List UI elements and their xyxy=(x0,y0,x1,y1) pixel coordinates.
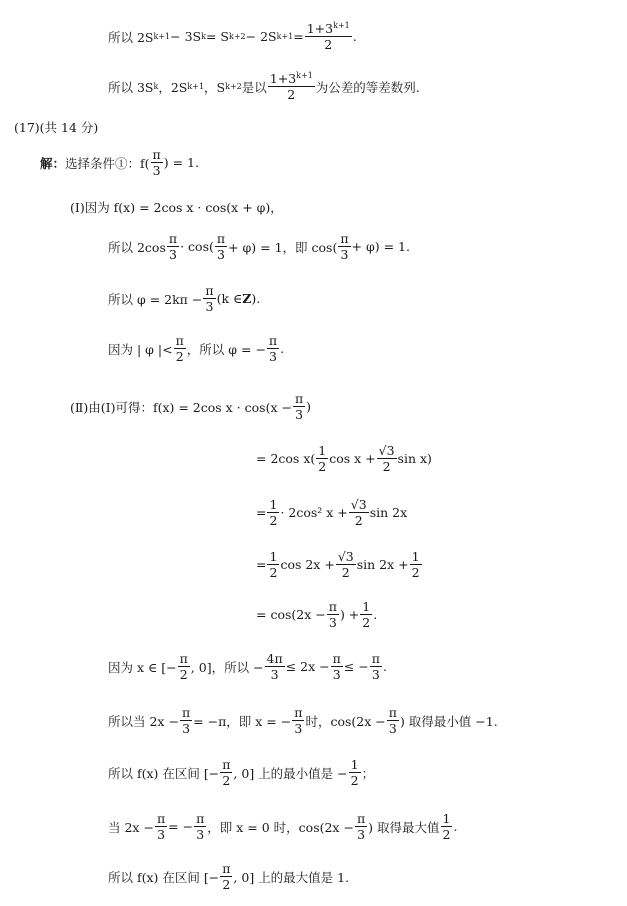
denominator: 3 xyxy=(182,721,191,737)
numerator: 1 xyxy=(318,443,327,458)
line-11 xyxy=(256,498,407,527)
text: 因为 | φ |< xyxy=(108,341,173,357)
text: ) = 1. xyxy=(163,155,199,171)
line-15 xyxy=(108,706,498,735)
fraction xyxy=(331,652,343,681)
fraction xyxy=(316,444,328,473)
line-13 xyxy=(256,600,377,629)
numerator: π xyxy=(294,705,303,720)
denominator: 3 xyxy=(157,827,166,843)
denominator: 3 xyxy=(332,667,341,683)
numerator: π xyxy=(181,705,191,720)
denominator: 3 xyxy=(216,247,225,263)
solution-label: 解： xyxy=(40,155,66,171)
line-16 xyxy=(108,758,374,787)
text: 所以 3S xyxy=(108,79,154,95)
fraction xyxy=(410,550,422,579)
text: 所以当 2x − xyxy=(108,713,179,729)
denominator: 3 xyxy=(152,163,161,179)
numerator: π xyxy=(175,333,184,348)
line-9 xyxy=(70,392,311,421)
numerator: 1 xyxy=(411,549,420,564)
fraction xyxy=(360,600,372,629)
numerator: 1 xyxy=(362,599,371,614)
text: = xyxy=(256,505,267,521)
denominator: 2 xyxy=(222,877,231,893)
fraction xyxy=(267,498,279,527)
text: ，即 x = 0 时，cos(2x − xyxy=(207,819,354,835)
fraction xyxy=(267,334,279,363)
denominator: 2 xyxy=(175,349,184,365)
numerator: 4π xyxy=(266,651,283,666)
fraction xyxy=(441,812,453,841)
line-1: 所以 2S k+1 − 3S k = S k+2 − 2S k+1 = $\frac{1+3^{k+1}}{2}$ . xyxy=(108,20,357,53)
line-4 xyxy=(40,148,199,177)
numerator: π xyxy=(196,811,205,826)
text: 当 2x − xyxy=(108,819,154,835)
text: (Ⅱ)由(Ⅰ)可得：f(x) = 2cos x · cos(x − xyxy=(70,399,292,415)
numerator: π xyxy=(388,705,397,720)
fraction xyxy=(151,148,163,177)
text: = xyxy=(256,557,267,573)
denominator: 3 xyxy=(388,721,397,737)
text: 为公差的等差数列. xyxy=(315,79,420,95)
line-6 xyxy=(108,232,410,261)
text: + φ) = 1，即 cos( xyxy=(228,239,338,255)
numerator: π xyxy=(216,231,226,246)
numerator: π xyxy=(356,811,366,826)
text: cos 2x + xyxy=(280,557,335,573)
denominator: 3 xyxy=(340,247,349,263)
text: 所以 2S xyxy=(108,29,154,45)
numerator: π xyxy=(168,231,178,246)
fraction xyxy=(174,334,186,363)
denominator: 3 xyxy=(196,827,205,843)
denominator: 3 xyxy=(371,667,380,683)
fraction xyxy=(265,652,285,681)
fraction xyxy=(349,498,369,527)
text: ) + xyxy=(339,607,360,623)
denominator: 2 xyxy=(354,513,363,529)
numerator: 1+3 xyxy=(269,71,297,86)
denominator: 2 xyxy=(362,615,371,631)
text: + φ) = 1. xyxy=(351,239,410,255)
text: 所以 f(x) 在区间 [− xyxy=(108,765,220,781)
text: 所以 φ = 2kπ − xyxy=(108,291,203,307)
numerator: √3 xyxy=(350,497,367,512)
line-17 xyxy=(108,812,457,841)
numerator: π xyxy=(328,599,337,614)
denominator: 2 xyxy=(222,773,231,789)
text: ) xyxy=(306,399,312,415)
fraction xyxy=(336,550,356,579)
fraction xyxy=(268,72,315,101)
numerator: π xyxy=(205,283,214,298)
line-12 xyxy=(256,550,423,579)
text: , 0] 上的最大值是 1. xyxy=(233,869,350,885)
text: 时，cos(2x − xyxy=(305,713,386,729)
text: . xyxy=(382,659,387,675)
denominator: 3 xyxy=(269,349,277,365)
numerator: π xyxy=(371,651,380,666)
text: = S xyxy=(205,29,229,45)
fraction xyxy=(178,652,190,681)
text: 是以 xyxy=(241,79,267,95)
line-8 xyxy=(108,334,284,363)
fraction xyxy=(387,706,399,735)
text: − 3S xyxy=(170,29,202,45)
line-5 xyxy=(70,198,283,216)
text: · 2cos² x + xyxy=(280,505,348,521)
numerator: π xyxy=(332,651,341,666)
text: − 2S xyxy=(245,29,277,45)
fraction xyxy=(327,600,339,629)
fraction xyxy=(370,652,382,681)
text: cos x + xyxy=(329,451,376,467)
text: sin 2x xyxy=(369,505,408,521)
numerator: π xyxy=(222,861,231,876)
numerator: π xyxy=(179,651,188,666)
text: ； xyxy=(361,765,375,781)
text: sin 2x + xyxy=(356,557,409,573)
text: = −π，即 x = − xyxy=(193,713,292,729)
text: 因为 x ∈ [− xyxy=(108,659,177,675)
fraction xyxy=(220,862,232,891)
denominator: 2 xyxy=(411,565,420,581)
denominator: 3 xyxy=(357,827,366,843)
text: ，2S xyxy=(158,79,188,95)
numerator: π xyxy=(156,811,166,826)
numerator: √3 xyxy=(378,443,395,458)
text: = − xyxy=(168,819,194,835)
fraction xyxy=(220,758,232,787)
fraction xyxy=(377,444,397,473)
text: ≤ − xyxy=(343,659,369,675)
text: (Ⅰ)因为 f(x) = 2cos x · cos(x + φ)， xyxy=(70,200,283,215)
text: = 2cos x( xyxy=(256,451,316,467)
text: . xyxy=(373,607,378,623)
line-18 xyxy=(108,862,349,891)
text: · cos( xyxy=(180,239,214,255)
text: . xyxy=(280,341,285,357)
denominator: 2 xyxy=(324,37,333,53)
text: ) 取得最小值 −1. xyxy=(399,713,498,729)
denominator: 2 xyxy=(341,565,350,581)
denominator: 3 xyxy=(169,247,177,263)
sup: k+1 xyxy=(296,70,313,80)
numerator: √3 xyxy=(337,549,354,564)
fraction xyxy=(267,550,279,579)
text: (k ∈ xyxy=(216,291,243,307)
fraction xyxy=(180,706,192,735)
text: ). xyxy=(251,291,261,307)
text: = cos(2x − xyxy=(256,607,326,623)
text: 所以 f(x) 在区间 [− xyxy=(108,869,220,885)
numerator: π xyxy=(268,333,278,348)
text: ) 取得最大值 xyxy=(368,819,440,835)
text: , 0] 上的最小值是 − xyxy=(233,765,348,781)
text: . xyxy=(453,819,458,835)
text: ，S xyxy=(204,79,226,95)
denominator: 3 xyxy=(328,615,337,631)
numerator: 1 xyxy=(442,811,451,826)
denominator: 2 xyxy=(318,459,327,475)
fraction xyxy=(167,232,179,261)
text: sin x) xyxy=(397,451,432,467)
numerator: 1+3 xyxy=(306,21,334,36)
text: ≤ 2x − xyxy=(285,659,330,675)
integer-set: Z xyxy=(242,291,252,307)
numerator: 1 xyxy=(269,497,278,512)
line-7 xyxy=(108,284,260,313)
denominator: 3 xyxy=(205,299,214,315)
text: , 0]，所以 − xyxy=(190,659,264,675)
denominator: 2 xyxy=(350,773,359,789)
fraction xyxy=(292,706,304,735)
denominator: 2 xyxy=(442,827,451,843)
denominator: 3 xyxy=(295,407,304,423)
numerator: π xyxy=(294,391,304,406)
fraction xyxy=(203,284,215,313)
text: (17)(共 14 分) xyxy=(14,120,99,135)
question-heading xyxy=(14,118,98,136)
fraction xyxy=(305,22,352,51)
line-2: 所以 3S k ，2S k+1 ，S k+2 是以 $\frac{1+3^{k+1}}{2}$ 为公差的等差数列. xyxy=(108,70,420,103)
fraction xyxy=(194,812,206,841)
fraction xyxy=(215,232,227,261)
denominator: 2 xyxy=(287,87,296,103)
fraction xyxy=(338,232,350,261)
text: . xyxy=(352,29,357,45)
denominator: 3 xyxy=(294,721,303,737)
numerator: 1 xyxy=(350,757,359,772)
denominator: 2 xyxy=(179,667,188,683)
line-14 xyxy=(108,652,387,681)
line-10 xyxy=(256,444,432,473)
fraction xyxy=(293,392,305,421)
denominator: 2 xyxy=(269,565,278,581)
numerator: π xyxy=(152,147,161,162)
text: ，所以 φ = − xyxy=(186,341,266,357)
fraction xyxy=(355,812,367,841)
text: 所以 2cos xyxy=(108,239,166,255)
denominator: 3 xyxy=(270,667,279,683)
text: 选择条件①：f( xyxy=(65,155,150,171)
denominator: 2 xyxy=(269,513,278,529)
text: = xyxy=(293,29,304,45)
sup: k+1 xyxy=(333,20,350,30)
fraction xyxy=(349,758,361,787)
numerator: π xyxy=(340,231,349,246)
denominator: 2 xyxy=(382,459,391,475)
fraction xyxy=(155,812,167,841)
numerator: 1 xyxy=(269,549,278,564)
numerator: π xyxy=(222,757,231,772)
